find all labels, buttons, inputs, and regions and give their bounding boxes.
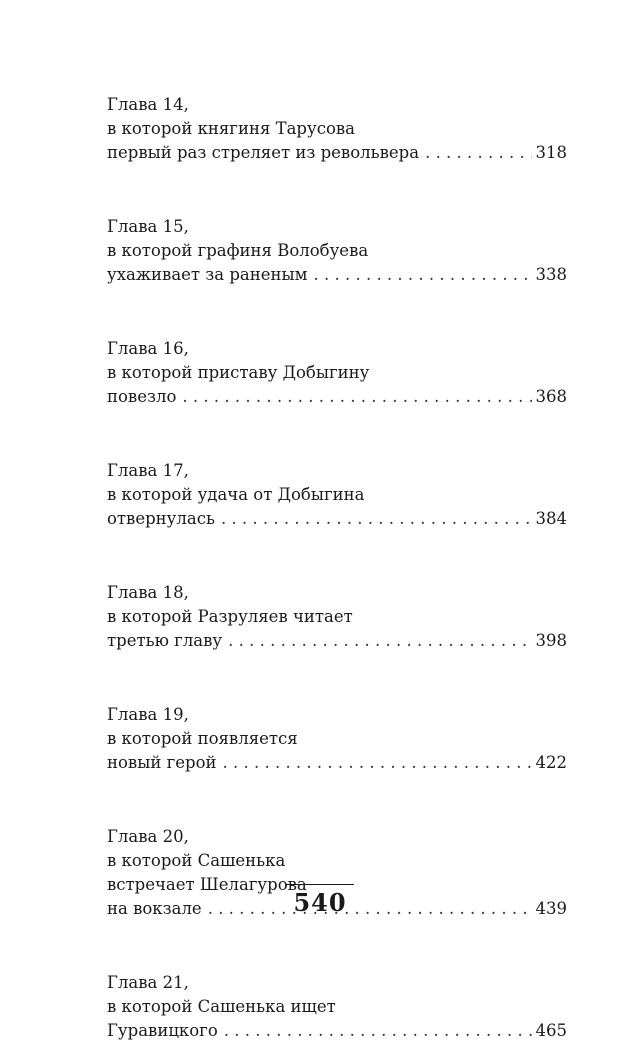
- chapter-subtitle-line: в которой Сашенька ищет: [107, 997, 336, 1016]
- chapter-title-last-line: [107, 751, 567, 775]
- page-number: 384: [535, 509, 567, 528]
- chapter-subtitle-line: в которой Сашенька: [107, 851, 286, 870]
- chapter-heading: Глава 18,: [107, 583, 189, 602]
- chapter-subtitle-line: повезло: [107, 387, 177, 406]
- chapter-title-last-line: [107, 507, 567, 531]
- chapter-subtitle-line: отвернулась: [107, 509, 215, 528]
- page-number: 398: [535, 631, 567, 650]
- chapter-subtitle-line: в которой княгиня Тарусова: [107, 119, 356, 138]
- dot-leader: [228, 629, 531, 653]
- page-number: 318: [535, 143, 567, 162]
- chapter-heading: Глава 21,: [107, 973, 189, 992]
- page-number: 422: [535, 753, 567, 772]
- dot-leader: [224, 1019, 532, 1043]
- dot-leader: [221, 507, 532, 531]
- chapter-title-last-line: [107, 1019, 567, 1043]
- chapter-title-last-line: [107, 141, 567, 165]
- chapter-heading: Глава 20,: [107, 827, 189, 846]
- chapter-subtitle-line: новый герой: [107, 753, 217, 772]
- chapter-subtitle-line: первый раз стреляет из револьвера: [107, 143, 420, 162]
- chapter-heading: Глава 15,: [107, 217, 189, 236]
- chapter-title-last-line: [107, 263, 567, 287]
- toc-entry-chapter-17[interactable]: [107, 459, 567, 531]
- folio-rule: [286, 884, 354, 885]
- chapter-subtitle-line: Гуравицкого: [107, 1021, 218, 1040]
- chapter-subtitle-line: в которой графиня Волобуева: [107, 241, 369, 260]
- page-number: 439: [535, 899, 567, 918]
- chapter-title-last-line: [107, 385, 567, 409]
- toc-entry-chapter-14[interactable]: [107, 93, 567, 165]
- chapter-subtitle-line: в которой Разруляев читает: [107, 607, 353, 626]
- dot-leader: [314, 263, 532, 287]
- page-folio: [0, 884, 640, 919]
- dot-leader: [425, 141, 531, 165]
- toc-entry-chapter-16[interactable]: [107, 337, 567, 409]
- chapter-subtitle-line: в которой появляется: [107, 729, 298, 748]
- chapter-subtitle-line: встречает Шелагурова: [107, 875, 307, 894]
- chapter-subtitle-line: в которой приставу Добыгину: [107, 363, 370, 382]
- page-number: 368: [535, 387, 567, 406]
- page-number: 465: [535, 1021, 567, 1040]
- chapter-subtitle-line: на вокзале: [107, 899, 202, 918]
- folio-number: 540: [293, 888, 347, 917]
- toc-entry-chapter-21[interactable]: [107, 971, 567, 1043]
- dot-leader: [182, 385, 531, 409]
- page-number: 338: [535, 265, 567, 284]
- toc-entry-chapter-19[interactable]: [107, 703, 567, 775]
- chapter-subtitle-line: ухаживает за раненым: [107, 265, 308, 284]
- chapter-subtitle-line: в которой удача от Добыгина: [107, 485, 365, 504]
- chapter-heading: Глава 17,: [107, 461, 189, 480]
- toc-entry-chapter-18[interactable]: [107, 581, 567, 653]
- chapter-title-last-line: [107, 629, 567, 653]
- chapter-heading: Глава 19,: [107, 705, 189, 724]
- chapter-subtitle-line: третью главу: [107, 631, 223, 650]
- chapter-heading: Глава 14,: [107, 95, 189, 114]
- dot-leader: [223, 751, 532, 775]
- chapter-heading: Глава 16,: [107, 339, 189, 358]
- toc-entry-chapter-15[interactable]: [107, 215, 567, 287]
